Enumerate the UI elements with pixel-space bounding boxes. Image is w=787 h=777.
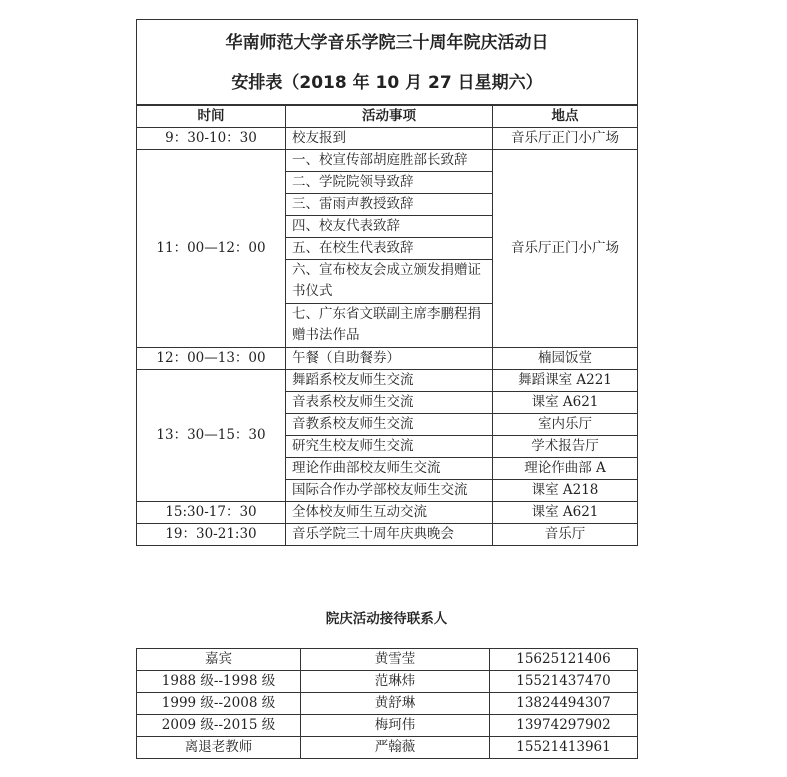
activity-cell: 舞蹈系校友师生交流 bbox=[286, 369, 493, 391]
activity-cell: 午餐（自助餐券） bbox=[286, 347, 493, 369]
schedule-row bbox=[137, 149, 638, 171]
time-cell: 13：30—15：30 bbox=[137, 369, 286, 501]
place-cell: 学术报告厅 bbox=[493, 435, 638, 457]
time-cell: 12：00—13：00 bbox=[137, 347, 286, 369]
name-cell: 严翰薇 bbox=[301, 737, 490, 759]
name-cell: 范琳炜 bbox=[301, 671, 490, 693]
activity-cell: 四、校友代表致辞 bbox=[286, 215, 493, 237]
header-activity: 活动事项 bbox=[286, 105, 493, 128]
activity-cell: 音教系校友师生交流 bbox=[286, 413, 493, 435]
place-cell: 音乐厅正门小广场 bbox=[493, 149, 638, 347]
activity-cell: 音乐学院三十周年庆典晚会 bbox=[286, 523, 493, 545]
activity-cell: 三、雷雨声教授致辞 bbox=[286, 193, 493, 215]
time-cell: 19：30-21:30 bbox=[137, 523, 286, 545]
phone-cell: 15625121406 bbox=[490, 649, 638, 671]
place-cell: 课室 A621 bbox=[493, 501, 638, 523]
name-cell: 黄舒琳 bbox=[301, 693, 490, 715]
activity-cell: 七、广东省文联副主席李鹏程捐赠书法作品 bbox=[286, 303, 493, 347]
activity-cell: 研究生校友师生交流 bbox=[286, 435, 493, 457]
place-cell: 室内乐厅 bbox=[493, 413, 638, 435]
place-cell: 楠园饭堂 bbox=[493, 347, 638, 369]
title-line-1: 华南师范大学音乐学院三十周年院庆活动日 bbox=[225, 32, 549, 53]
phone-cell: 13974297902 bbox=[490, 715, 638, 737]
place-cell: 音乐厅正门小广场 bbox=[493, 127, 638, 149]
activity-cell: 一、校宣传部胡庭胜部长致辞 bbox=[286, 149, 493, 171]
contact-row bbox=[137, 693, 638, 715]
group-cell: 1988 级--1998 级 bbox=[137, 671, 301, 693]
activity-cell: 国际合作办学部校友师生交流 bbox=[286, 479, 493, 501]
time-cell: 15:30-17：30 bbox=[137, 501, 286, 523]
group-cell: 2009 级--2015 级 bbox=[137, 715, 301, 737]
activity-cell: 五、在校生代表致辞 bbox=[286, 237, 493, 259]
place-cell: 音乐厅 bbox=[493, 523, 638, 545]
schedule-row bbox=[137, 501, 638, 523]
activity-cell: 全体校友师生互动交流 bbox=[286, 501, 493, 523]
schedule-row bbox=[137, 127, 638, 149]
activity-cell: 二、学院院领导致辞 bbox=[286, 171, 493, 193]
header-place: 地点 bbox=[493, 105, 638, 128]
group-cell: 嘉宾 bbox=[137, 649, 301, 671]
time-cell: 9：30-10：30 bbox=[137, 127, 286, 149]
schedule-table bbox=[136, 19, 638, 546]
contacts-table bbox=[136, 648, 638, 759]
schedule-title bbox=[137, 20, 638, 105]
contact-row bbox=[137, 649, 638, 671]
activity-cell: 理论作曲部校友师生交流 bbox=[286, 457, 493, 479]
phone-cell: 13824494307 bbox=[490, 693, 638, 715]
header-time: 时间 bbox=[137, 105, 286, 128]
contacts-title: 院庆活动接待联系人 bbox=[325, 611, 448, 627]
title-line-2: 安排表（2018 年 10 月 27 日星期六） bbox=[231, 72, 543, 93]
phone-cell: 15521413961 bbox=[490, 737, 638, 759]
name-cell: 黄雪莹 bbox=[301, 649, 490, 671]
place-cell: 课室 A218 bbox=[493, 479, 638, 501]
activity-cell: 六、宣布校友会成立颁发捐赠证书仪式 bbox=[286, 259, 493, 303]
group-cell: 1999 级--2008 级 bbox=[137, 693, 301, 715]
schedule-row bbox=[137, 523, 638, 545]
contact-row bbox=[137, 671, 638, 693]
time-cell: 11：00—12：00 bbox=[137, 149, 286, 347]
contact-row bbox=[137, 715, 638, 737]
place-cell: 理论作曲部 A bbox=[493, 457, 638, 479]
place-cell: 课室 A621 bbox=[493, 391, 638, 413]
phone-cell: 15521437470 bbox=[490, 671, 638, 693]
name-cell: 梅珂伟 bbox=[301, 715, 490, 737]
schedule-row bbox=[137, 369, 638, 391]
contact-row bbox=[137, 737, 638, 759]
group-cell: 离退老教师 bbox=[137, 737, 301, 759]
schedule-row bbox=[137, 347, 638, 369]
activity-cell: 音表系校友师生交流 bbox=[286, 391, 493, 413]
place-cell: 舞蹈课室 A221 bbox=[493, 369, 638, 391]
activity-cell: 校友报到 bbox=[286, 127, 493, 149]
